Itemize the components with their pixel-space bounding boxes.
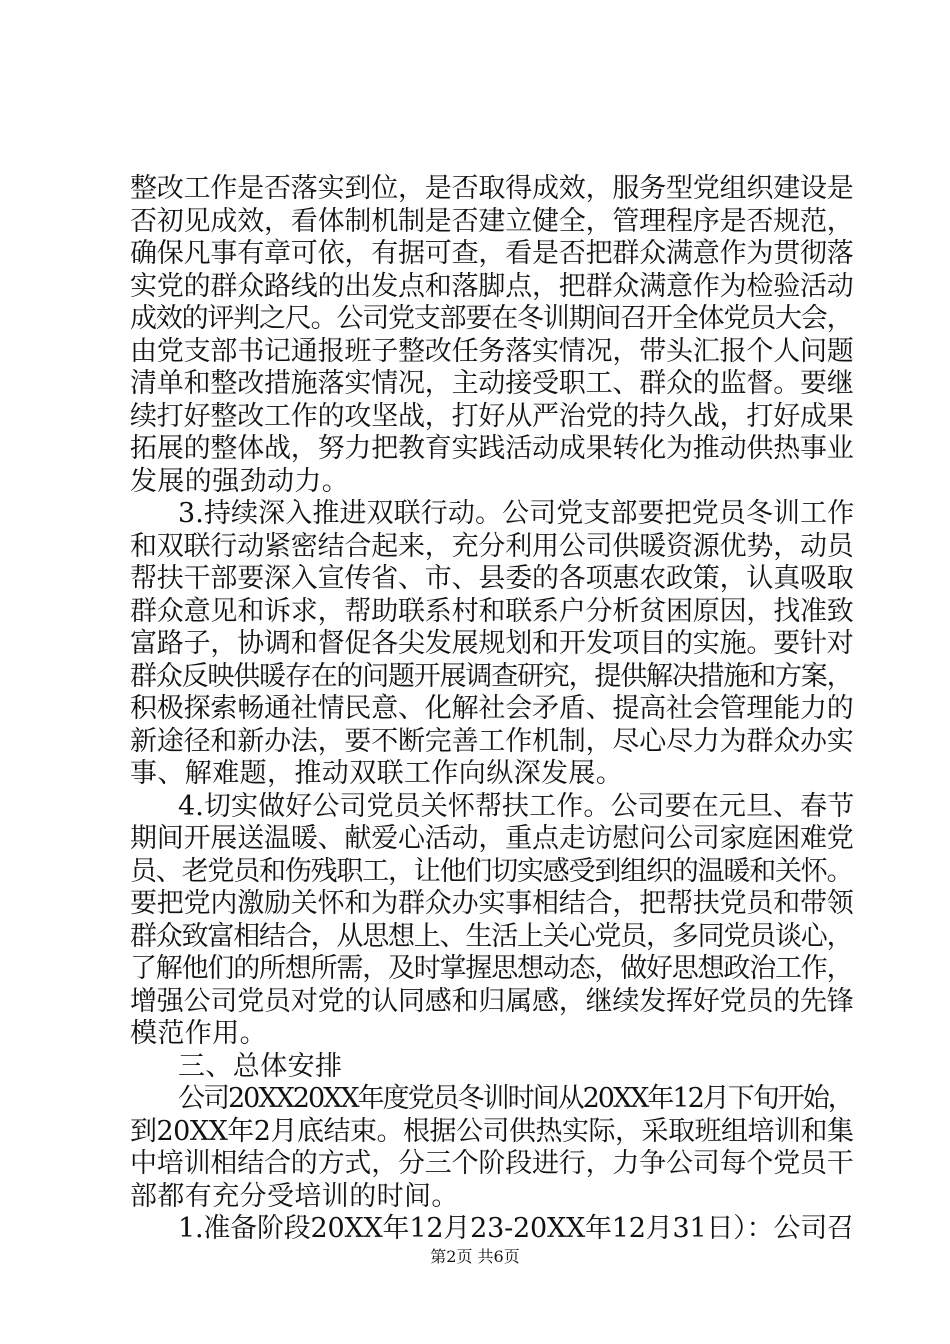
text-line: 1.准备阶段20XX年12月23-20XX年12月31日）：公司召 [178,1213,854,1244]
text-line: 否初见成效，看体制机制是否建立健全，管理程序是否规范， [130,205,854,237]
text-line: 群众反映供暖存在的问题开展调查研究，提供解决措施和方案， [130,660,853,692]
text-line: 到20XX年2月底结束。根据公司供热实际，采取班组培训和集 [130,1115,854,1147]
text-line: 群众意见和诉求，帮助联系村和联系户分析贫困原因，找准致 [130,595,854,627]
text-line: 续打好整改工作的攻坚战，打好从严治党的持久战，打好成果 [130,400,854,432]
text-line: 了解他们的所想所需，及时掌握思想动态，做好思想政治工作， [130,953,853,984]
text-line: 4.切实做好公司党员关怀帮扶工作。公司要在元旦、春节 [178,790,855,822]
text-line: 确保凡事有章可依，有据可查，看是否把群众满意作为贯彻落 [130,238,854,269]
text-line: 中培训相结合的方式，分三个阶段进行，力争公司每个党员干 [130,1148,854,1179]
text-line: 成效的评判之尺。公司党支部要在冬训期间召开全体党员大会， [130,303,853,334]
text-line: 发展的强劲动力。 [130,465,350,497]
text-line: 由党支部书记通报班子整改任务落实情况，带头汇报个人问题 [130,335,854,367]
text-line: 整改工作是否落实到位，是否取得成效，服务型党组织建设是 [130,173,854,204]
text-line: 群众致富相结合，从思想上、生活上关心党员，多同党员谈心， [130,920,853,952]
text-line: 期间开展送温暖、献爱心活动，重点走访慰问公司家庭困难党 [130,823,854,854]
text-line: 实党的群众路线的出发点和落脚点，把群众满意作为检验活动 [130,270,854,302]
page-footer: 第2页 共6页 [430,1247,520,1266]
text-line: 公司20XX20XX年度党员冬训时间从20XX年12月下旬开始， [178,1083,853,1114]
text-line: 要把党内激励关怀和为群众办实事相结合，把帮扶党员和带领 [130,888,854,919]
body-text [130,173,854,1246]
text-line: 3.持续深入推进双联行动。公司党支部要把党员冬训工作 [178,498,855,529]
text-line: 新途径和新办法，要不断完善工作机制，尽心尽力为群众办实 [130,725,854,757]
text-line: 增强公司党员对党的认同感和归属感，继续发挥好党员的先锋 [130,985,854,1017]
text-line: 清单和整改措施落实情况，主动接受职工、群众的监督。要继 [130,368,854,399]
text-line: 部都有充分受培训的时间。 [130,1180,459,1212]
text-line: 和双联行动紧密结合起来，充分利用公司供暖资源优势，动员 [130,530,854,562]
text-line: 拓展的整体战，努力把教育实践活动成果转化为推动供热事业 [130,433,854,464]
text-line: 员、老党员和伤残职工，让他们切实感受到组织的温暖和关怀。 [130,855,853,887]
text-line: 模范作用。 [130,1018,267,1049]
text-line: 三、总体安排 [178,1050,343,1082]
text-line: 积极探索畅通社情民意、化解社会矛盾、提高社会管理能力的 [130,693,854,724]
text-line: 富路子，协调和督促各尖发展规划和开发项目的实施。要针对 [130,628,854,659]
text-line: 帮扶干部要深入宣传省、市、县委的各项惠农政策，认真吸取 [130,563,854,594]
text-line: 事、解难题，推动双联工作向纵深发展。 [130,758,624,789]
